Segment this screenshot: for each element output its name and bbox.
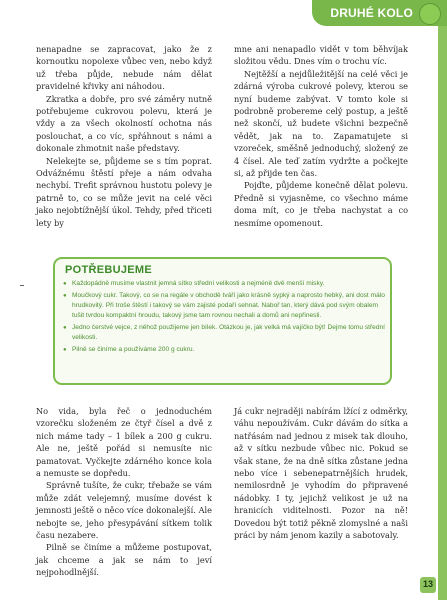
paragraph: Zkratka a dobře, pro své záměry nutně potřebujeme cukrovou polevu, která je vždy a za všech okolností ochotna nás poslouchat, a co víc, spřáhnout s námi a dokonale zhmotnit naše představy. [36, 93, 212, 154]
paragraph: No vida, byla řeč o jednoduchém vzorečku složeném ze čtyř čísel a dvě z nich máme tady – 1 bílek a 200 g cukru. Ale ne, ještě pořád si nemusíte nic pamatovat. Vyčkejte zdárného konce kola a nemuste se dopředu. [36, 406, 212, 479]
page-edge-bar [438, 26, 447, 600]
ingredients-title: POTŘEBUJEME [65, 264, 153, 276]
chapter-badge-icon [419, 3, 441, 25]
page-number-badge [420, 577, 436, 593]
margin-mark [20, 285, 24, 286]
bullet-icon: ● [63, 325, 67, 331]
ingredients-box [53, 257, 392, 385]
text-column-top-right [234, 43, 408, 229]
ingredient-item [63, 323, 385, 343]
ingredient-text: Každopádně musíme vlastnit jemná sítko střední velikosti a nejméně dvě menší misky. [72, 280, 325, 287]
ingredient-text: Pilně se činíme a používáme 200 g cukru. [72, 346, 195, 353]
bullet-icon: ● [63, 293, 67, 299]
paragraph: Nelekejte se, půjdeme se s tím poprat. Odvážnému štěstí přeje a nám odvaha nechybí. Trefit správnou hustotu polevy je patrně to, co se může jevit na celé věci jako nejobtížnější úkol. Tehdy, před třiceti lety by [36, 155, 212, 228]
text-column-bottom-left [36, 405, 212, 579]
ingredient-item [63, 279, 385, 289]
bullet-icon: ● [63, 347, 67, 353]
ingredient-text: Jedno čerstvé vejce, z něhož použijeme jen bílek. Otázkou je, jak velká má vajíčko být! Dejme tomu střední velikosti. [72, 324, 385, 341]
bullet-icon: ● [63, 281, 67, 287]
paragraph: Nejtěžší a nejdůležitější na celé věci je zdárná výroba cukrové polevy, kterou se nyní budeme zabývat. V tomto kole si podrobně probereme celý postup, a ještě než skončí, už budete všichni bezpečně vědět, jak na to. Zapamatujete si vzoreček, směšně jednoduchý, složený ze 4 čísel. Ale teď zatím vydržte a počkejte si, až přijde ten čas. [234, 68, 408, 179]
paragraph: Pilně se činíme a můžeme postupovat, jak chceme a jak se nám to jeví nejpohodlnější. [36, 542, 212, 578]
paragraph: mne ani nenapadlo vidět v tom běhvíjak složitou vědu. Dnes vím o trochu víc. [234, 44, 408, 67]
paragraph: Já cukr nejraději nabírám lžící z odměrky, váhu nepoužívám. Cukr dávám do sítka a natřásám nad jednou z misek tak dlouho, až v sítku nezbude vůbec nic. Pokud se však stane, že na dně sítka zůstane jedna nebo více i sebenepatrnějších hrudek, nemilosrdně je vyhodím do připravené nádobky. I ty, jejichž velikost je už na hranicích viditelnosti. Pozor na ně! Dovedou být totiž pěkně zlomyslné a naši práci by nám jenom kazily a sabotovaly. [234, 406, 408, 541]
paragraph: nenapadne se zapracovat, jako že z kornoutku nopolexe vůbec ven, nebo když už třeba půjde, nebude nám dělat pravidelné křivky ani náhodou. [36, 44, 212, 92]
page-number: 13 [422, 579, 433, 589]
paragraph: Správně tušíte, že cukr, třebaže se vám může zdát velejemný, musíme dovést k jemnosti ještě o něco více dokonalejší. Ale nebojte se, jeho přesypávání sítkem tolik času nezabere. [36, 480, 212, 541]
paragraph: Pojďte, půjdeme konečně dělat polevu. Předně si vyjasněme, co všechno máme doma mít, co je třeba nachystat a co nesmíme opomenout. [234, 180, 408, 228]
chapter-title: DRUHÉ KOLO [330, 6, 413, 20]
ingredients-list [63, 279, 385, 357]
text-column-top-left [36, 43, 212, 229]
ingredient-item [63, 345, 385, 355]
ingredient-text: Moučkový cukr. Takový, co se na regále v obchodě tváří jako krásně sypký a naprosto hebký, ani dost málo hrudkovitý. Při troše štěstí i takový se vám zajisté podaří sehnat. Naboř tan, který dává pod svým obalem tušit tvrdou kompaktní hroudu, takový jsme tam rovnou nechali a domů ani nepřinesli. [72, 292, 385, 319]
ingredient-item [63, 291, 385, 321]
text-column-bottom-right [234, 405, 408, 541]
